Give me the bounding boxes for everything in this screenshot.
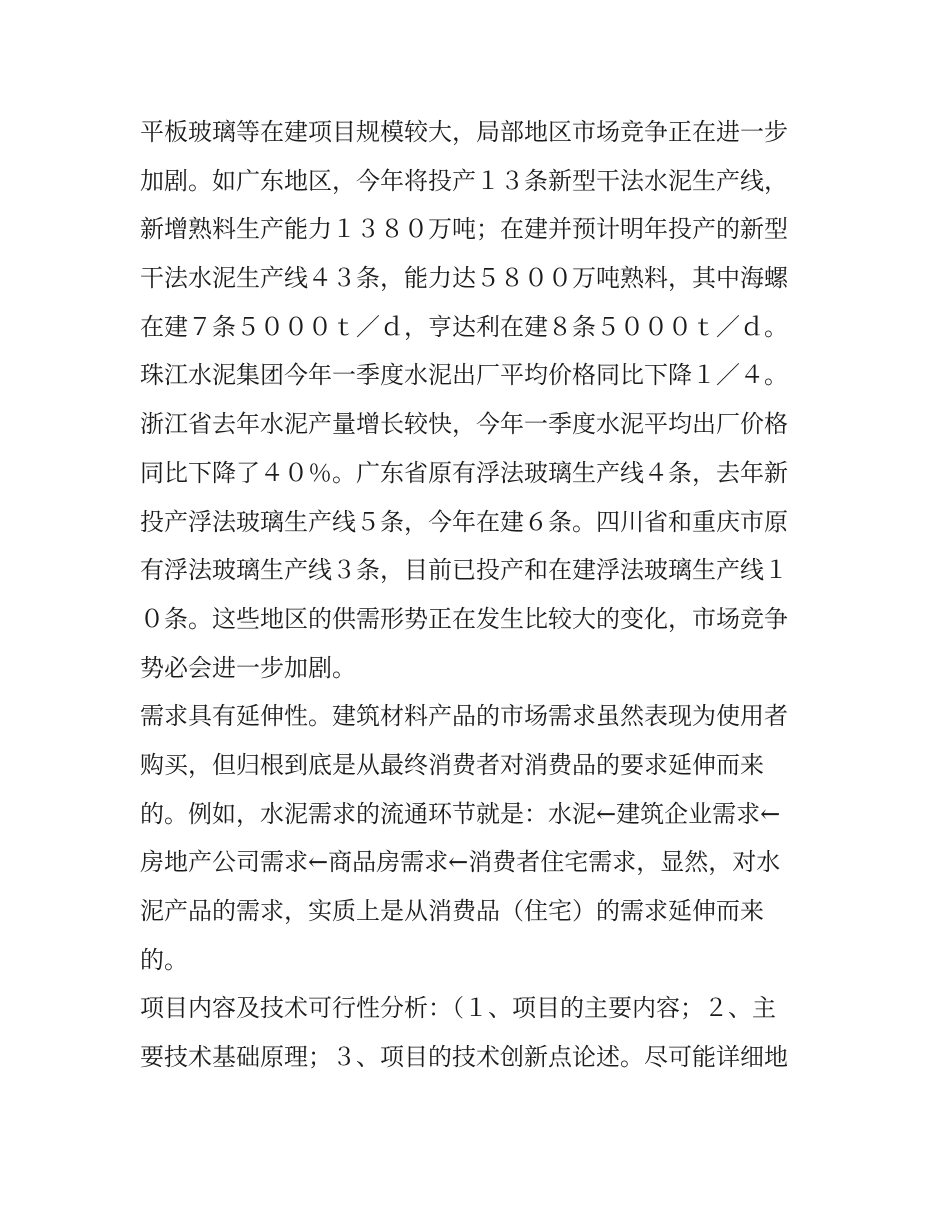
text-line: 在建７条５０００ｔ／ｄ，亨达利在建８条５０００ｔ／ｄ。	[140, 312, 788, 341]
text-line: 珠江水泥集团今年一季度水泥出厂平均价格同比下降１／４。	[140, 361, 788, 390]
text-line: 的。例如，水泥需求的流通环节就是：水泥←建筑企业需求←	[140, 799, 781, 828]
text-line: 干法水泥生产线４３条，能力达５８００万吨熟料，其中海螺	[140, 264, 788, 293]
text-line: 新增熟料生产能力１３８０万吨；在建并预计明年投产的新型	[140, 215, 788, 244]
text-line: 同比下降了４０％。广东省原有浮法玻璃生产线４条，去年新	[140, 458, 788, 487]
text-line: 房地产公司需求←商品房需求←消费者住宅需求，显然，对水	[140, 848, 781, 877]
text-line: 要技术基础原理；３、项目的技术创新点论述。尽可能详细地	[140, 1043, 788, 1072]
text-line: 加剧。如广东地区，今年将投产１３条新型干法水泥生产线，	[140, 166, 788, 195]
text-line: 的。	[140, 945, 188, 974]
text-line: 需求具有延伸性。建筑材料产品的市场需求虽然表现为使用者	[140, 702, 788, 731]
document-body	[140, 108, 820, 1082]
text-line: ０条。这些地区的供需形势正在发生比较大的变化，市场竞争	[140, 604, 788, 633]
text-line: 项目内容及技术可行性分析：（１、项目的主要内容；２、主	[140, 994, 776, 1023]
text-line: 有浮法玻璃生产线３条，目前已投产和在建浮法玻璃生产线１	[140, 556, 788, 585]
text-line: 投产浮法玻璃生产线５条，今年在建６条。四川省和重庆市原	[140, 507, 788, 536]
text-line: 浙江省去年水泥产量增长较快，今年一季度水泥平均出厂价格	[140, 410, 788, 439]
text-line: 购买，但归根到底是从最终消费者对消费品的要求延伸而来	[140, 750, 764, 779]
text-line: 平板玻璃等在建项目规模较大，局部地区市场竞争正在进一步	[140, 118, 788, 146]
text-line: 势必会进一步加剧。	[140, 653, 356, 682]
text-line: 泥产品的需求，实质上是从消费品（住宅）的需求延伸而来	[140, 897, 764, 925]
